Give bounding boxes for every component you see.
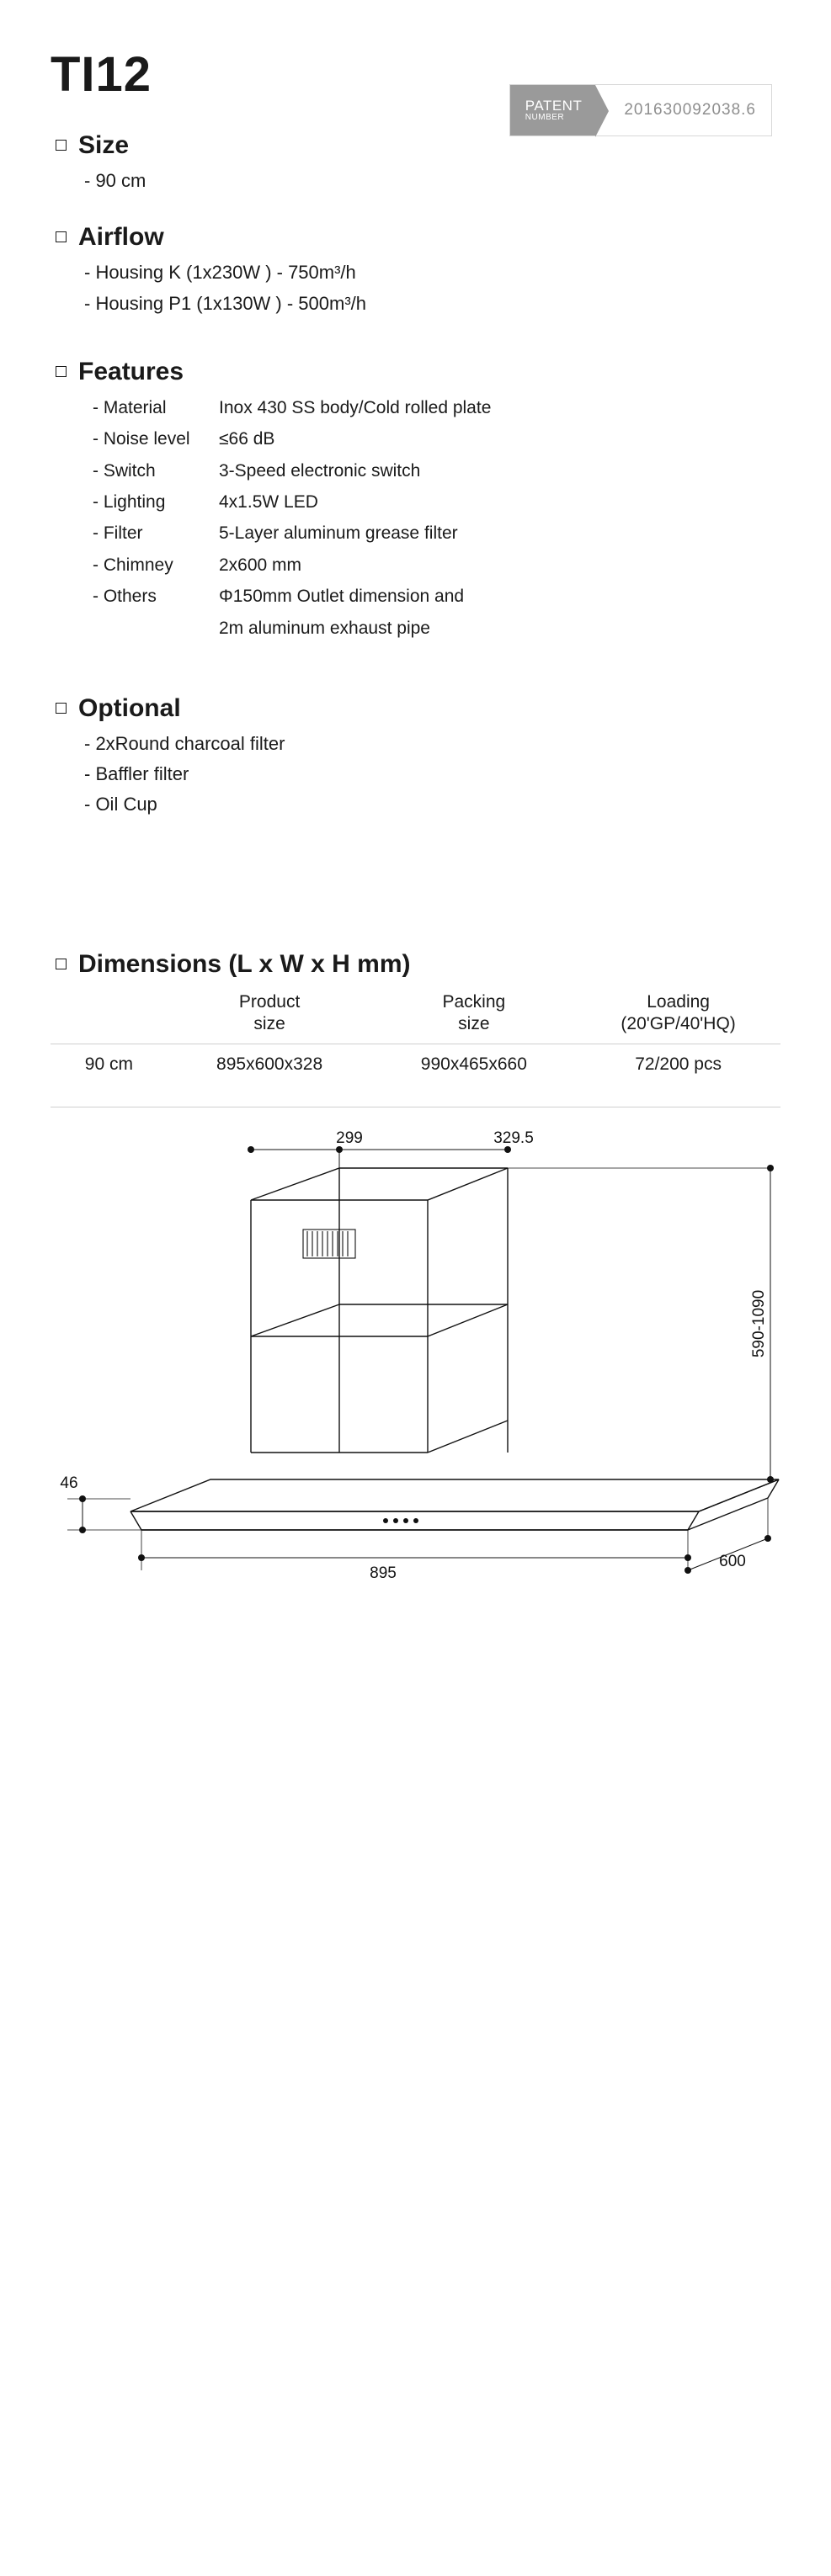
- section-optional: [51, 694, 780, 821]
- dim-label-top-left: 299: [336, 1129, 363, 1148]
- list-item: - 90 cm: [84, 170, 146, 191]
- table-row: [93, 392, 780, 423]
- list-item: - Housing K (1x230W ) - 750m³/h: [84, 262, 356, 284]
- feature-value: 3-Speed electronic switch: [219, 460, 421, 481]
- column-header-line2: size: [458, 1014, 490, 1034]
- column-header-line2: (20'GP/40'HQ): [621, 1014, 736, 1034]
- chimney-mid-line-left: [251, 1304, 339, 1336]
- section-size-title: Size: [78, 131, 130, 159]
- list-item: - 2xRound charcoal filter: [84, 732, 285, 754]
- section-features-title: Features: [78, 357, 184, 385]
- section-airflow-title: Airflow: [78, 223, 164, 252]
- column-header-line1: Loading: [647, 991, 710, 1012]
- feature-value-line1: Φ150mm Outlet dimension and: [219, 587, 465, 607]
- hood-dimension-drawing: [51, 1116, 780, 1587]
- section-dimensions-heading: [51, 950, 780, 978]
- patent-label-primary: PATENT: [525, 97, 583, 114]
- feature-key: - Noise level: [93, 429, 190, 449]
- feature-key: - Material: [93, 397, 167, 417]
- cell-loading: 72/200 pcs: [635, 1054, 722, 1075]
- table-header-row: [51, 988, 780, 1044]
- cell-product-size: 895x600x328: [216, 1054, 323, 1075]
- features-table: [51, 392, 780, 644]
- vent-grille-icon: [303, 1230, 355, 1258]
- section-size: [51, 131, 780, 196]
- square-bullet-icon: [56, 140, 67, 151]
- feature-key: - Others: [93, 587, 157, 607]
- table-row: [93, 455, 780, 486]
- section-airflow-heading: [51, 223, 780, 251]
- dim-label-top-right: 329.5: [493, 1129, 534, 1148]
- feature-key: - Lighting: [93, 492, 166, 513]
- chimney-mid-line-side: [428, 1304, 508, 1336]
- column-header-loading: [576, 988, 780, 1044]
- square-bullet-icon: [56, 231, 67, 242]
- canopy-top-face: [131, 1479, 779, 1511]
- patent-number: 201630092038.6: [595, 85, 771, 135]
- feature-value: Inox 430 SS body/Cold rolled plate: [219, 397, 492, 417]
- section-airflow-list: [51, 258, 780, 319]
- feature-value: 5-Layer aluminum grease filter: [219, 523, 458, 544]
- feature-key: - Switch: [93, 460, 156, 481]
- feature-value: 2x600 mm: [219, 555, 302, 575]
- section-dimensions-title: Dimensions (L x W x H mm): [78, 949, 411, 978]
- section-features: [51, 358, 780, 644]
- feature-value-line2: 2m aluminum exhaust pipe: [219, 618, 430, 638]
- column-header-product-size: [168, 988, 372, 1044]
- cell-model: 90 cm: [84, 1054, 133, 1075]
- list-item: - Housing P1 (1x130W ) - 500m³/h: [84, 292, 367, 314]
- feature-value: 4x1.5W LED: [219, 492, 318, 513]
- table-row: [93, 581, 780, 644]
- section-size-list: [51, 166, 780, 196]
- table-row: [51, 1044, 780, 1086]
- square-bullet-icon: [56, 703, 67, 714]
- section-optional-list: [51, 729, 780, 821]
- column-header-model: [51, 988, 168, 1044]
- section-dimensions: [51, 950, 780, 1108]
- control-buttons-icon: [383, 1518, 418, 1523]
- table-row: [93, 518, 780, 549]
- column-header-line1: Packing: [442, 991, 506, 1012]
- column-header-line2: size: [253, 1014, 285, 1034]
- page-title: TI12: [51, 47, 152, 102]
- section-airflow: [51, 223, 780, 319]
- feature-key: - Chimney: [93, 555, 173, 575]
- patent-badge: [509, 84, 772, 136]
- square-bullet-icon: [56, 959, 67, 969]
- column-header-packing-size: [371, 988, 576, 1044]
- dim-label-width: 895: [370, 1564, 397, 1583]
- square-bullet-icon: [56, 366, 67, 377]
- chimney-bottom-side: [428, 1421, 508, 1453]
- feature-key: - Filter: [93, 523, 143, 544]
- list-item: - Oil Cup: [84, 794, 157, 815]
- canopy-right-edge: [699, 1479, 779, 1511]
- cell-packing-size: 990x465x660: [420, 1054, 527, 1075]
- section-features-heading: [51, 358, 780, 385]
- chimney-top-face: [251, 1168, 508, 1200]
- section-optional-title: Optional: [78, 693, 181, 722]
- section-optional-heading: [51, 694, 780, 722]
- patent-tag: [510, 85, 596, 135]
- dim-label-depth: 600: [719, 1553, 746, 1571]
- dimensions-table: [51, 988, 780, 1086]
- table-row: [93, 550, 780, 581]
- list-item: - Baffler filter: [84, 763, 189, 785]
- dim-label-height: 590-1090: [750, 1290, 768, 1358]
- canopy-right-bevel: [688, 1498, 768, 1530]
- technical-drawing: [51, 1116, 780, 1587]
- column-header-line1: Product: [238, 991, 301, 1012]
- table-row: [93, 486, 780, 518]
- patent-label-secondary: NUMBER: [525, 112, 565, 122]
- dim-label-46: 46: [60, 1474, 78, 1493]
- feature-value: ≤66 dB: [219, 429, 275, 449]
- feature-value: [219, 581, 780, 644]
- table-row: [93, 423, 780, 454]
- page-header: [51, 0, 780, 126]
